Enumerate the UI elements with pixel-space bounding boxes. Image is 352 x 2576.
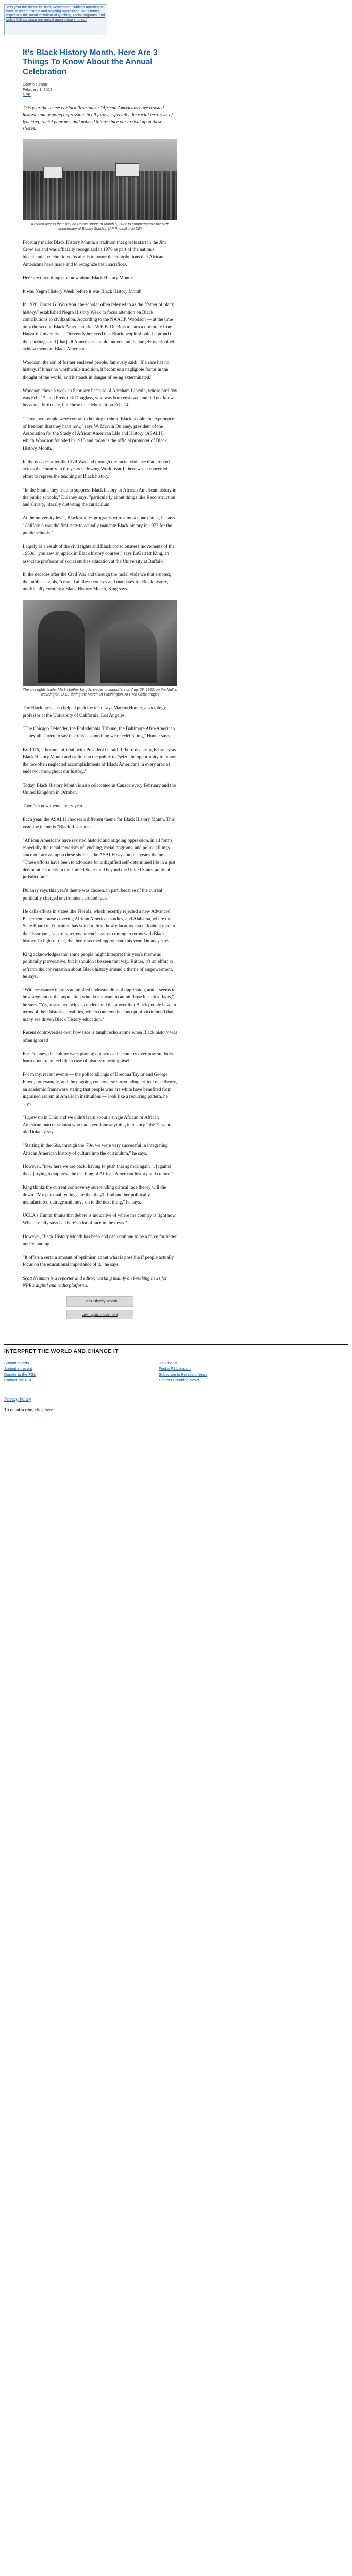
- paragraph: For Dulaney, the culture wars playing out across the country over how students learn about race feel like a case of history repeating itself.: [23, 1050, 173, 1064]
- paragraph: UCLA's Hunter thinks that debate is indicative of where the country is right now. What it really says is "there's a lot of race in the news.": [23, 1213, 177, 1226]
- photo-sky: [23, 139, 177, 171]
- tag-black-history-month[interactable]: Black History Month: [66, 1296, 133, 1307]
- paragraph: King acknowledges that some people might interpret this year's theme as politically provocative, but it shouldn't be seen that way. Rather, it's an effort to reframe the conversation about Black history around a theme of empowerment, he says.: [23, 952, 173, 979]
- unsubscribe-line: [4, 1407, 352, 1412]
- author-signoff: Scott Neuman is a reporter and editor, working mainly on breaking news for NPR's digital and radio platforms.: [23, 1275, 167, 1288]
- footer-link-submit-event[interactable]: Submit an event: [4, 1366, 32, 1371]
- paragraph: In the decades after the Civil War and through the racial violence that erupted across the country in the years following World War I, there was a concerted effort to repress the teaching of Black history.: [23, 459, 170, 479]
- footer-link-join-psl[interactable]: Join the PSL: [159, 1361, 181, 1366]
- paragraph: Each year, the ASALH chooses a different theme for Black History Month. This year, the theme is "Black Resistance.": [23, 817, 175, 829]
- paragraph: By 1976, it became official, with President Gerald R. Ford declaring February as Black History Month and calling on the public to "seize the opportunity to honor the too-often neglected accomplishments of Black Americans in every area of endeavor throughout our history.": [23, 747, 176, 774]
- footer-link-subscribe-news[interactable]: Subscribe to Breaking News: [159, 1372, 208, 1377]
- paragraph: Woodson chose a week in February because of Abraham Lincoln, whose birthday was Feb. 12, and Frederick Douglass, who was born enslaved and did not know his actual birth date, but chose to celebrate it on Feb. 14.: [23, 387, 177, 408]
- paragraph: He calls efforts in states like Florida, which recently rejected a new Advanced Placement course covering African American studies, and Alabama, where the State Board of Education has voted to limit how educators can talk about race in the classroom, "a strong retrenchment" against coming to terms with Black history. In light of that, the theme seemed appropriate this year, Dulaney says.: [23, 908, 175, 943]
- paragraph: Here are three things to know about Black History Month:: [23, 275, 133, 280]
- hero-article-link[interactable]: This year the theme is Black Resistance: "African Americans have resisted historic and ongoing oppression, in all forms, especially the racial terrorism of lynching, racial pogroms, and police killings since our arrival upon these shores.": [4, 4, 107, 35]
- section-heading: It was Negro History Week before it was Black History Month: [23, 289, 142, 294]
- photo-crowd: [23, 171, 177, 220]
- paragraph: February marks Black History Month, a tradition that got its start in the Jim Crow era and was officially recognized in 1976 as part of the nation's bicentennial celebrations. Its aim is to honor the contributions that African Americans have made and to recognize their sacrifices.: [23, 239, 166, 267]
- footer-link-donate[interactable]: Donate to the PSL: [4, 1372, 36, 1377]
- newsletter-title: INTERPRET THE WORLD AND CHANGE IT: [4, 1348, 119, 1355]
- paragraph: "The Chicago Defender, the Philadelphia Tribune, the Baltimore Afro-American ... they all started to say that this is something we're celebrating," Hunter says.: [23, 726, 175, 739]
- paragraph: "I grew up in Ohio and we didn't learn about a single African or African American man or woman who had ever done anything in history," the 72-year-old Dulaney says.: [23, 1114, 172, 1135]
- paragraph: Dulaney says this year's theme was chosen, in part, because of the current politically charged environment around race.: [23, 888, 163, 901]
- photo-bridge-march: [23, 139, 177, 220]
- footer-link-find-branch[interactable]: Find a PSL branch: [159, 1366, 191, 1371]
- paragraph: The Black press also helped push the idea, says Marcus Hunter, a sociology professor at the University of California, Los Angeles.: [23, 705, 166, 718]
- article-headline: It's Black History Month. Here Are 3 Things To Know About the Annual Celebration: [23, 48, 158, 76]
- unsubscribe-suffix: .: [53, 1406, 54, 1412]
- footer-column-left: [4, 1361, 159, 1383]
- paragraph: King thinks the current controversy surrounding critical race theory will die down. "My personal feelings are that they'll find another politically manufactured outrage and move on to the next thing," he says.: [23, 1184, 166, 1205]
- source-link[interactable]: NPR: [23, 92, 31, 97]
- paragraph: Woodson, the son of former enslaved people, famously said: "If a race has no history, if it has no worthwhile tradition, it becomes a negligible factor in the thought of the world, and it stands in danger of being exterminated.": [23, 360, 170, 380]
- photo2-caption: The civil rights leader Martin Luther King Jr. waves to supporters on Aug. 28, 1963, on the Mall in Washington, D.C., during the March on Washington. AFP via Getty Images: [23, 688, 177, 697]
- paragraph: "African Americans have resisted historic and ongoing oppression, in all forms, especially the racial terrorism of lynching, racial pogroms, and police killings since our arrival upon these shores," the ASALH says on this year's theme. "These efforts have been to advocate for a dignified self-determined life in a just democratic society in the United States and beyond the United States political jurisdiction.": [23, 837, 176, 880]
- section-heading: Recent controversies over how race is taught echo a time when Black history was often ignored: [23, 1030, 177, 1043]
- photo-figure: [100, 621, 157, 683]
- footer-columns: [4, 1361, 348, 1383]
- paragraph: In the decades after the Civil War and through the racial violence that erupted, the public schools, "created all these courses and mandates for Black history," unofficially creating a Black History Month, King says.: [23, 571, 171, 592]
- footer-link-submit-op-eds[interactable]: Submit op-eds: [4, 1361, 29, 1366]
- tag-civil-rights-movement[interactable]: civil rights movement: [66, 1310, 133, 1320]
- photo-figure: [38, 611, 85, 683]
- paragraph: For many, recent events — the police killings of Breonna Taylor and George Floyd, for example, and the ongoing controversy surrounding critical race theory, an academic framework stating that people who are white have benefited from ingrained racism in American institutions — look like a recurring pattern, he says.: [23, 1072, 177, 1107]
- article-body-1: [23, 239, 177, 593]
- publish-date: February 1, 2023: [23, 87, 53, 92]
- paragraph: "Starting in the '60s, through the '70s, we were very successful in integrating African American history of culture into the curriculum," he says.: [23, 1143, 168, 1156]
- footer-column-right: [159, 1361, 313, 1383]
- paragraph: "In the South, they tried to suppress Black history or African American history in the public schools," Dulaney says, "particularly about things like Reconstruction and slavery, literally distorting the curriculum.": [23, 487, 177, 507]
- paragraph: In 1926, Carter G. Woodson, the scholar often referred to as the "father of black history," established Negro History Week to focus attention on Black contributions to civilization. According to the NAACP, Woodson — at the time only the second Black American after W.E.B. Du Bois to earn a doctorate from Harvard University — "fervently believed that Black people should be proud of their heritage and [that] all Americans should understand the largely overlooked achievements of Black Americans.": [23, 302, 174, 351]
- paragraph: "It offers a certain amount of optimism about what is possible if people actually focus on the educational importance of it," he says.: [23, 1255, 174, 1267]
- photo-sign: [115, 163, 139, 177]
- photo1-caption: A march across the Edmund Pettus Bridge at March 6, 2022 to commemorate the 57th anniversary of Bloody Sunday. (AP Photo/Butch Dill): [30, 222, 170, 231]
- paragraph: "With resistance there is an implied understanding of oppression, and it seems to be a segment of the population who do not want to admit those historical facts," he says. "Yet, resistance helps us understand the power that Black people have in terms of their historical realities, which counters the concept of victimhood that many see driven Black History education.": [23, 987, 176, 1022]
- privacy-policy-link[interactable]: Privacy Policy: [4, 1396, 31, 1402]
- tag-list: [23, 1296, 177, 1319]
- paragraph: However, Black History Month has been and can continue to be a force for better understanding.: [23, 1233, 177, 1246]
- paragraph: Today, Black History Month is also celebrated in Canada every February and the United Kingdom in October.: [23, 782, 176, 795]
- photo-sign: [43, 167, 63, 178]
- paragraph: However, "now here we are back, having to push that agenda again ... [against those] trying to suppress the teaching of African American history and culture.": [23, 1163, 174, 1177]
- article-body-2: [23, 704, 177, 1268]
- section-heading: There's a new theme every year: [23, 803, 83, 809]
- newsletter-footer: [4, 1344, 348, 1383]
- footer-link-contact-news[interactable]: Contact Breaking News: [159, 1378, 199, 1383]
- footer-link-contact-psl[interactable]: Contact the PSL: [4, 1378, 32, 1383]
- unsubscribe-prefix: To unsubscribe,: [4, 1406, 33, 1412]
- footer-bottom: [4, 1397, 352, 1412]
- paragraph: "Those two people were central to helping to shred Black people the experience of freedom that they have now," says W. Marvin Dulaney, president of the Association for the Study of African American Life and History (ASALH), which Woodson founded in 1915 and today is the official promoter of Black History Month.: [23, 416, 174, 451]
- intro-quote: This year the theme is Black Resistance: "African Americans have resisted historic and ongoing oppression, in all forms, especially the racial terrorism of lynching, racial pogroms, and police killings since our arrival upon these shores.": [23, 105, 173, 131]
- photo-mlk: [23, 600, 177, 686]
- article: [23, 48, 177, 1319]
- paragraph: Largely as a result of the civil rights and Black consciousness movements of the 1960s, "you saw an uptick in Black history courses," says LaGarrett King, an associate professor of social studies education at the University at Buffalo.: [23, 544, 175, 564]
- byline: [23, 82, 177, 97]
- author-name: Scott Neuman: [23, 81, 47, 87]
- unsubscribe-link[interactable]: click here: [35, 1406, 53, 1412]
- paragraph: At the university level, Black studies programs were almost nonexistent, he says. "California was the first state to actually mandate Black history in 1972 for the public schools.": [23, 515, 177, 535]
